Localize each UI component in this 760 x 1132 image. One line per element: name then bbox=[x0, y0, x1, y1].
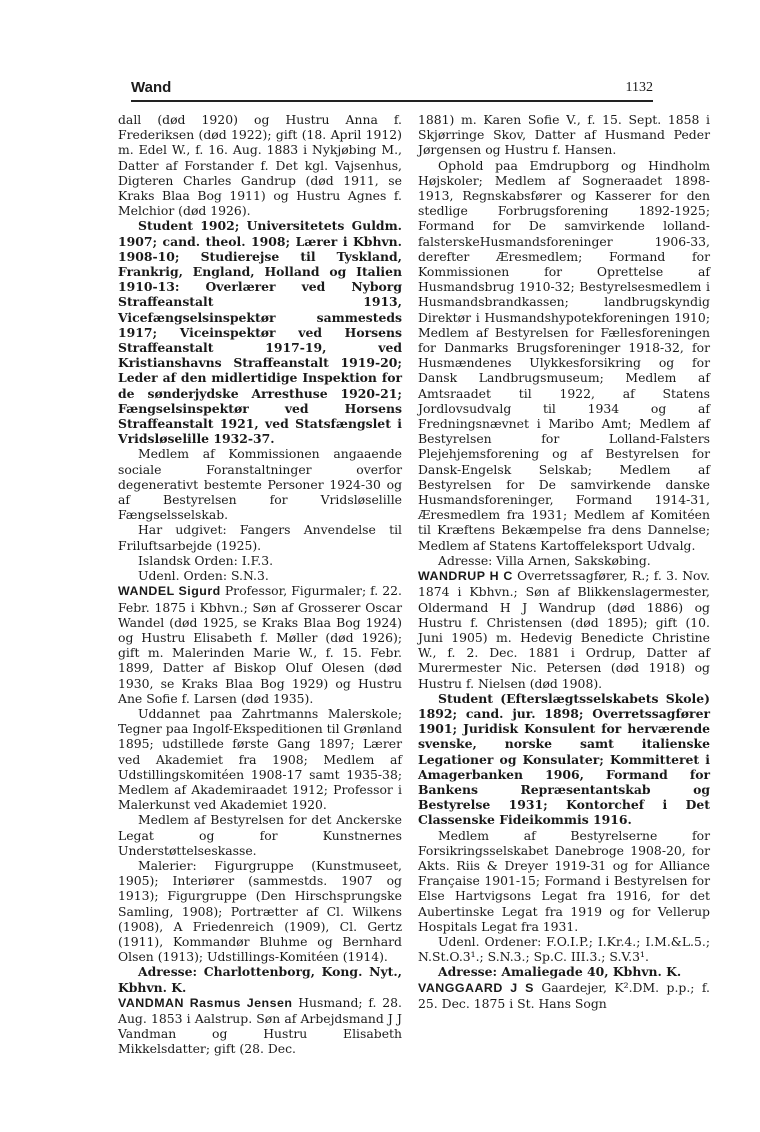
career-paragraph: Student (Efterslægtsselskabets Skole) 1892; cand. jur. 1898; Overretssagfører 1901; Juridisk Konsulent for herværende svenske, norske samt italienske Legationer og Konsulater; Kommitteret i Amagerbanken 1906, Formand for Bankens Repræsentantskab og Bestyrelse 1931; Kontorchef i Det Classenske Fideikommis 1916. bbox=[418, 690, 710, 828]
entry-vanggaard bbox=[418, 980, 710, 1011]
address-paragraph: Adresse: Villa Arnen, Sakskøbing. bbox=[438, 552, 651, 568]
entry-name: WANDEL Sigurd bbox=[118, 584, 221, 599]
entry-text: Husmand; f. 28. Aug. 1853 i Aalstrup. Søn af Arbejdsmand J J Vandman og Hustru Elisabeth Mikkelsdatter; gift (28. Dec. bbox=[118, 994, 402, 1057]
foreign-orders: Udenl. Ordener: F.O.I.P.; I.Kr.4.; I.M.&L.5.; N.St.O.3¹.; S.N.3.; Sp.C. III.3.; S.V.3¹. bbox=[418, 933, 710, 965]
entry-text: Gaardejer, K².DM. p.p.; f. 25. Dec. 1875 i St. Hans Sogn bbox=[418, 979, 710, 1011]
membership-paragraph: Medlem af Bestyrelsen for det Anckerske Legat og for Kunstnernes Understøttelseskasse. bbox=[118, 812, 402, 858]
right-column bbox=[418, 112, 710, 1011]
left-column bbox=[118, 112, 402, 1057]
entry-name: VANDMAN Rasmus Jensen bbox=[118, 995, 293, 1010]
membership-paragraph: Medlem af Kommissionen angaaende sociale Foranstaltninger overfor degenerativt bestemte Personer 1924-30 og af Bestyrelsen for Vridsløselille Fængselsselskab. bbox=[118, 446, 402, 523]
entry-vandman bbox=[118, 995, 402, 1057]
running-head-title: Wand bbox=[131, 79, 172, 96]
career-paragraph: Uddannet paa Zahrtmanns Malerskole; Tegner paa Ingolf-Ekspeditionen til Grønland 1895; udstillede første Gang 1897; Lærer ved Akademiet fra 1908; Medlem af Udstillingskomitéen 1908-17 samt 1935-38; Medlem af Akademiraadet 1912; Professor i Malerkunst ved Akademiet 1920. bbox=[118, 705, 403, 813]
entry-text: Overretssagfører, R.; f. 3. Nov. 1874 i Kbhvn.; Søn af Blikkenslagermester, Oldermand H J Wandrup (død 1886) og Hustru f. Christensen (død 1895); gift (10. Juni 1905) m. Hedevig Benedicte Christine W., f. 2. Dec. 1881 i Ordrup, Datter af Murermester Nic. Petersen (død 1918) og Hustru f. Nielsen (død 1908). bbox=[418, 568, 710, 691]
publications-paragraph: Har udgivet: Fangers Anvendelse til Friluftsarbejde (1925). bbox=[118, 522, 402, 553]
page-header bbox=[131, 79, 653, 99]
entry-wandel bbox=[118, 583, 402, 706]
career-paragraph: Student 1902; Universitetets Guldm. 1907; cand. theol. 1908; Lærer i Kbhvn. 1908-10; Studierejse til Tyskland, Frankrig, England, Holland og Italien 1910-13: Overlærer ved Nyborg Straffeanstalt 1913, Vicefængselsinspektør sammesteds 1917; Viceinspektør ved Horsens Straffeanstalt 1917-19, ved Kristianshavns Straffeanstalt 1919-20; Leder af den midlertidige Inspektion for de sønderjydske Arresthuse 1920-21; Fængselsinspektør ved Horsens Straffeanstalt 1921, ved Statsfængslet i Vridsløselille 1932-37. bbox=[118, 218, 402, 447]
page-number: 1132 bbox=[625, 80, 653, 95]
entry-text: Professor, Figurmaler; f. 22. Febr. 1875 i Kbhvn.; Søn af Grosserer Oscar Wandel (død 1925, se Kraks Blaa Bog 1924) og Hustru Elisabeth f. Møller (død 1926); gift m. Malerinden Marie W., f. 15. Febr. 1899, Datter af Biskop Oluf Olesen (død 1930, se Kraks Blaa Bog 1929) og Hustru Ane Sofie f. Larsen (død 1935). bbox=[118, 583, 402, 706]
entry-continuation: 1881) m. Karen Sofie V., f. 15. Sept. 1858 i Skjørringe Skov, Datter af Husmand Peder Jørgensen og Hustru f. Hansen. bbox=[418, 112, 710, 158]
address-paragraph: Adresse: Amaliegade 40, Kbhvn. K. bbox=[438, 964, 682, 980]
address-paragraph: Adresse: Charlottenborg, Kong. Nyt., Kbhvn. K. bbox=[118, 964, 402, 995]
membership-paragraph: Medlem af Bestyrelserne for Forsikringsselskabet Danebroge 1908-20, for Akts. Riis & Dreyer 1919-31 og for Alliance Française 1901-15; Formand i Bestyrelsen for Else Hartvigsons Legat fra 1916, for det Aubertinske Legat fra 1919 og for Vellerup Hospitals Legat fra 1931. bbox=[418, 827, 710, 934]
entry-continuation: dall (død 1920) og Hustru Anna f. Frederiksen (død 1922); gift (18. April 1912) m. Edel W., f. 16. Aug. 1883 i Nykjøbing M., Datter af Forstander f. Det kgl. Vajsenhus, Digteren Charles Gandrup (død 1911, se Kraks Blaa Bog 1911) og Hustru Agnes f. Melchior (død 1926). bbox=[118, 112, 402, 219]
icelandic-order: Islandsk Orden: I.F.3. bbox=[138, 552, 274, 568]
foreign-order: Udenl. Orden: S.N.3. bbox=[138, 568, 269, 584]
entry-wandrup bbox=[418, 568, 710, 691]
entry-name: WANDRUP H C bbox=[418, 569, 513, 584]
works-paragraph: Malerier: Figurgruppe (Kunstmuseet, 1905); Interiører (sammestds. 1907 og 1913); Figurgruppe (Den Hirschsprungske Samling, 1908); Portrætter af Cl. Wilkens (1908), A Friedenreich (1909), Cl. Gertz (1911), Kommandør Bluhme og Bernhard Olsen (1913); Udstillings-Komitéen (1914). bbox=[118, 857, 402, 965]
entry-name: VANGGAARD J S bbox=[418, 980, 534, 995]
header-rule bbox=[131, 100, 653, 102]
career-paragraph: Ophold paa Emdrupborg og Hindholm Højskoler; Medlem af Sogneraadet 1898-1913, Regnskabsfører og Kasserer for den stedlige Forbrugsforening 1892-1925; Formand for De samvirkende lolland-falsterskeHusmandsforeninger 1906-33, derefter Æresmedlem; Formand for Kommissionen for Oprettelse af Husmandsbrug 1910-32; Bestyrelsesmedlem i Husmandsbrandkassen; landbrugskyndig Direktør i Husmandshypotekforeningen 1910; Medlem af Bestyrelsen for Fællesforeningen for Danmarks Brugsforeninger 1918-32, for Husmændenes Ulykkesforsikring og for Dansk Landbrugsmuseum; Medlem af Amtsraadet til 1922, af Statens Jordlovsudvalg til 1934 og af Fredningsnævnet i Maribo Amt; Medlem af Bestyrelsen for Lolland-Falsters Plejehjemsforening og af Bestyrelsen for Dansk-Engelsk Selskab; Medlem af Bestyrelsen for De samvirkende danske Husmandsforeninger, Formand 1914-31, Æresmedlem fra 1931; Medlem af Komitéen til Kræftens Bekæmpelse fra dens Dannelse; Medlem af Statens Kartoffeleksport Udvalg. bbox=[418, 157, 710, 553]
